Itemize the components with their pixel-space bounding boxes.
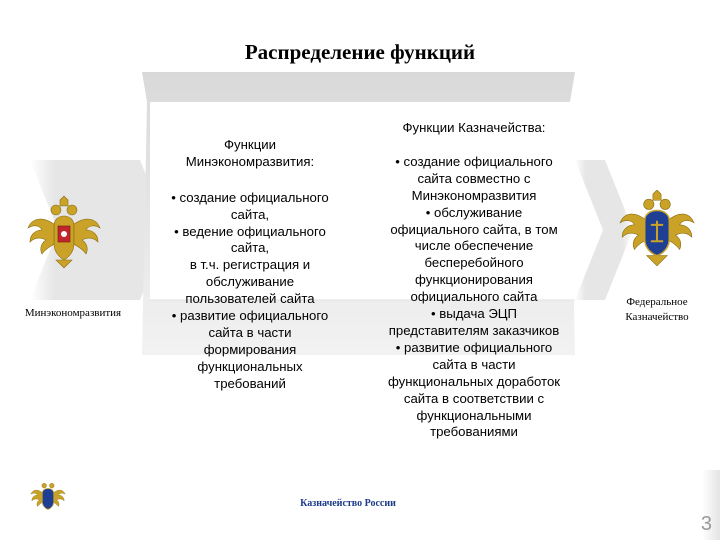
treasury-small-emblem-icon: [29, 477, 67, 519]
treasury-caption: Федеральное Казначейство: [625, 296, 689, 323]
ministry-functions-heading: [158, 120, 342, 171]
ministry-caption: Минэкономразвития: [24, 307, 122, 319]
treasury-functions-column: [368, 120, 580, 441]
slide-title: Распределение функций: [244, 40, 476, 64]
ministry-functions-list: • создание официального сайта, • ведение официального сайта, в т.ч. регистрация и обслуживание пользователей сайта • развитие официального сайта в части формирования функциональных требований: [171, 189, 329, 391]
footer-org-name: Казначейство России: [300, 498, 396, 509]
treasury-functions-heading: Функции Казначейства:: [402, 120, 546, 135]
ministry-emblem-icon: [24, 194, 104, 274]
treasury-emblem-icon: [616, 190, 698, 272]
ministry-functions-column: [158, 120, 342, 393]
treasury-functions-list: • создание официального сайта совместно с Минэкономразвития • обслуживание официального сайта, в том числе обеспечение бесперебойного функционирования официального сайта • выдача ЭЦП представителям заказчиков • развитие официального сайта в части функциональных доработок сайта в соответствии с функциональными требованиями: [387, 153, 561, 440]
page-number: 3: [700, 513, 712, 535]
ministry-functions-heading-text: Функции Минэкономразвития:: [185, 136, 315, 169]
